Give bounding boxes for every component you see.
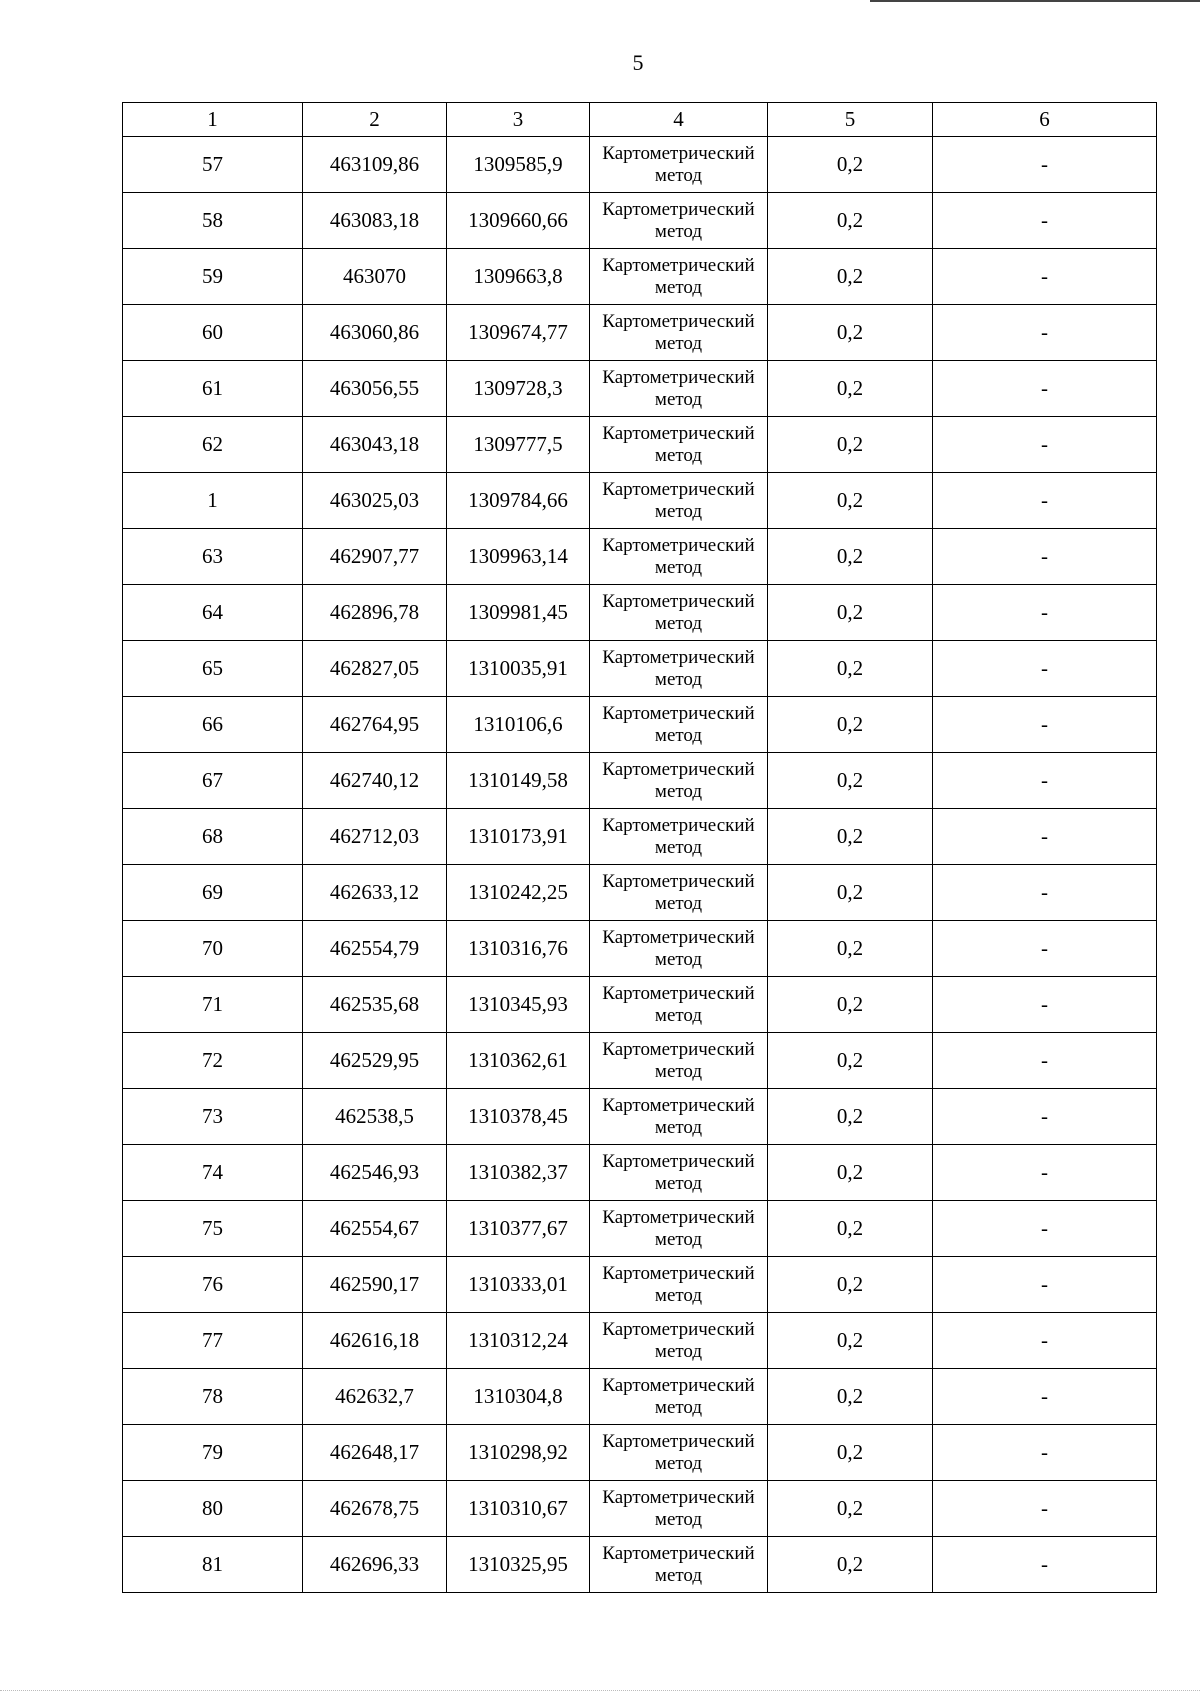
x-coordinate-cell: 462696,33	[303, 1537, 447, 1593]
y-coordinate-cell: 1309674,77	[447, 305, 590, 361]
y-coordinate-cell: 1310377,67	[447, 1201, 590, 1257]
point-number-cell: 79	[123, 1425, 303, 1481]
y-coordinate-cell: 1309728,3	[447, 361, 590, 417]
x-coordinate-cell: 462590,17	[303, 1257, 447, 1313]
point-number-cell: 1	[123, 473, 303, 529]
x-coordinate-cell: 462764,95	[303, 697, 447, 753]
point-number-cell: 75	[123, 1201, 303, 1257]
method-cell: Картометрический метод	[590, 809, 768, 865]
y-coordinate-cell: 1309585,9	[447, 137, 590, 193]
x-coordinate-cell: 462648,17	[303, 1425, 447, 1481]
header-col-2: 2	[303, 103, 447, 137]
x-coordinate-cell: 463043,18	[303, 417, 447, 473]
x-coordinate-cell: 462712,03	[303, 809, 447, 865]
table-row	[123, 1425, 1157, 1481]
note-cell: -	[933, 1537, 1157, 1593]
accuracy-cell: 0,2	[768, 1537, 933, 1593]
note-cell: -	[933, 137, 1157, 193]
note-cell: -	[933, 1201, 1157, 1257]
y-coordinate-cell: 1309660,66	[447, 193, 590, 249]
point-number-cell: 80	[123, 1481, 303, 1537]
table-row	[123, 529, 1157, 585]
y-coordinate-cell: 1309981,45	[447, 585, 590, 641]
point-number-cell: 61	[123, 361, 303, 417]
note-cell: -	[933, 921, 1157, 977]
x-coordinate-cell: 462554,79	[303, 921, 447, 977]
method-cell: Картометрический метод	[590, 1537, 768, 1593]
point-number-cell: 71	[123, 977, 303, 1033]
table-row	[123, 753, 1157, 809]
accuracy-cell: 0,2	[768, 529, 933, 585]
point-number-cell: 59	[123, 249, 303, 305]
x-coordinate-cell: 462632,7	[303, 1369, 447, 1425]
table-row	[123, 585, 1157, 641]
header-col-3: 3	[447, 103, 590, 137]
table-row	[123, 1313, 1157, 1369]
page-number: 5	[632, 50, 644, 75]
table-row	[123, 865, 1157, 921]
accuracy-cell: 0,2	[768, 1201, 933, 1257]
note-cell: -	[933, 249, 1157, 305]
y-coordinate-cell: 1310035,91	[447, 641, 590, 697]
table-row	[123, 1033, 1157, 1089]
method-cell: Картометрический метод	[590, 641, 768, 697]
accuracy-cell: 0,2	[768, 1313, 933, 1369]
accuracy-cell: 0,2	[768, 305, 933, 361]
table-row	[123, 921, 1157, 977]
accuracy-cell: 0,2	[768, 753, 933, 809]
table-row	[123, 249, 1157, 305]
accuracy-cell: 0,2	[768, 1089, 933, 1145]
method-cell: Картометрический метод	[590, 1481, 768, 1537]
method-cell: Картометрический метод	[590, 1089, 768, 1145]
note-cell: -	[933, 585, 1157, 641]
x-coordinate-cell: 463060,86	[303, 305, 447, 361]
method-cell: Картометрический метод	[590, 977, 768, 1033]
header-col-1: 1	[123, 103, 303, 137]
note-cell: -	[933, 1089, 1157, 1145]
method-cell: Картометрический метод	[590, 585, 768, 641]
note-cell: -	[933, 1425, 1157, 1481]
note-cell: -	[933, 697, 1157, 753]
x-coordinate-cell: 463056,55	[303, 361, 447, 417]
table-body	[123, 137, 1157, 1593]
y-coordinate-cell: 1310298,92	[447, 1425, 590, 1481]
point-number-cell: 74	[123, 1145, 303, 1201]
x-coordinate-cell: 462827,05	[303, 641, 447, 697]
x-coordinate-cell: 463070	[303, 249, 447, 305]
table-row	[123, 305, 1157, 361]
point-number-cell: 58	[123, 193, 303, 249]
x-coordinate-cell: 463109,86	[303, 137, 447, 193]
accuracy-cell: 0,2	[768, 1145, 933, 1201]
method-cell: Картометрический метод	[590, 865, 768, 921]
point-number-cell: 77	[123, 1313, 303, 1369]
accuracy-cell: 0,2	[768, 417, 933, 473]
table-row	[123, 1201, 1157, 1257]
scan-top-rule	[870, 0, 1200, 2]
y-coordinate-cell: 1309963,14	[447, 529, 590, 585]
table-row	[123, 137, 1157, 193]
accuracy-cell: 0,2	[768, 585, 933, 641]
x-coordinate-cell: 462633,12	[303, 865, 447, 921]
method-cell: Картометрический метод	[590, 1313, 768, 1369]
table-header-row	[123, 103, 1157, 137]
y-coordinate-cell: 1310362,61	[447, 1033, 590, 1089]
y-coordinate-cell: 1310173,91	[447, 809, 590, 865]
header-col-4: 4	[590, 103, 768, 137]
accuracy-cell: 0,2	[768, 249, 933, 305]
table-row	[123, 417, 1157, 473]
point-number-cell: 68	[123, 809, 303, 865]
x-coordinate-cell: 462554,67	[303, 1201, 447, 1257]
point-number-cell: 73	[123, 1089, 303, 1145]
point-number-cell: 78	[123, 1369, 303, 1425]
table-row	[123, 473, 1157, 529]
y-coordinate-cell: 1310106,6	[447, 697, 590, 753]
coordinates-table	[122, 102, 1157, 1593]
accuracy-cell: 0,2	[768, 977, 933, 1033]
y-coordinate-cell: 1310312,24	[447, 1313, 590, 1369]
x-coordinate-cell: 462678,75	[303, 1481, 447, 1537]
x-coordinate-cell: 462907,77	[303, 529, 447, 585]
accuracy-cell: 0,2	[768, 641, 933, 697]
x-coordinate-cell: 462535,68	[303, 977, 447, 1033]
accuracy-cell: 0,2	[768, 1033, 933, 1089]
note-cell: -	[933, 417, 1157, 473]
point-number-cell: 60	[123, 305, 303, 361]
y-coordinate-cell: 1310382,37	[447, 1145, 590, 1201]
scan-bottom-noise	[0, 1690, 1200, 1694]
x-coordinate-cell: 462616,18	[303, 1313, 447, 1369]
table-row	[123, 1537, 1157, 1593]
note-cell: -	[933, 473, 1157, 529]
accuracy-cell: 0,2	[768, 1369, 933, 1425]
point-number-cell: 66	[123, 697, 303, 753]
method-cell: Картометрический метод	[590, 1033, 768, 1089]
x-coordinate-cell: 462529,95	[303, 1033, 447, 1089]
method-cell: Картометрический метод	[590, 753, 768, 809]
y-coordinate-cell: 1309784,66	[447, 473, 590, 529]
method-cell: Картометрический метод	[590, 473, 768, 529]
header-col-6: 6	[933, 103, 1157, 137]
method-cell: Картометрический метод	[590, 1369, 768, 1425]
note-cell: -	[933, 809, 1157, 865]
y-coordinate-cell: 1310333,01	[447, 1257, 590, 1313]
method-cell: Картометрический метод	[590, 193, 768, 249]
table-row	[123, 193, 1157, 249]
method-cell: Картометрический метод	[590, 1425, 768, 1481]
note-cell: -	[933, 1145, 1157, 1201]
point-number-cell: 69	[123, 865, 303, 921]
point-number-cell: 63	[123, 529, 303, 585]
table-row	[123, 977, 1157, 1033]
x-coordinate-cell: 462896,78	[303, 585, 447, 641]
method-cell: Картометрический метод	[590, 1145, 768, 1201]
note-cell: -	[933, 1033, 1157, 1089]
y-coordinate-cell: 1310345,93	[447, 977, 590, 1033]
table-row	[123, 361, 1157, 417]
y-coordinate-cell: 1310310,67	[447, 1481, 590, 1537]
point-number-cell: 65	[123, 641, 303, 697]
point-number-cell: 62	[123, 417, 303, 473]
note-cell: -	[933, 641, 1157, 697]
x-coordinate-cell: 463025,03	[303, 473, 447, 529]
note-cell: -	[933, 977, 1157, 1033]
point-number-cell: 57	[123, 137, 303, 193]
table-row	[123, 1089, 1157, 1145]
point-number-cell: 70	[123, 921, 303, 977]
y-coordinate-cell: 1310242,25	[447, 865, 590, 921]
method-cell: Картометрический метод	[590, 1201, 768, 1257]
y-coordinate-cell: 1309663,8	[447, 249, 590, 305]
note-cell: -	[933, 1369, 1157, 1425]
method-cell: Картометрический метод	[590, 697, 768, 753]
y-coordinate-cell: 1310378,45	[447, 1089, 590, 1145]
method-cell: Картометрический метод	[590, 921, 768, 977]
method-cell: Картометрический метод	[590, 1257, 768, 1313]
note-cell: -	[933, 305, 1157, 361]
note-cell: -	[933, 865, 1157, 921]
accuracy-cell: 0,2	[768, 697, 933, 753]
method-cell: Картометрический метод	[590, 249, 768, 305]
x-coordinate-cell: 463083,18	[303, 193, 447, 249]
method-cell: Картометрический метод	[590, 361, 768, 417]
y-coordinate-cell: 1309777,5	[447, 417, 590, 473]
point-number-cell: 64	[123, 585, 303, 641]
accuracy-cell: 0,2	[768, 137, 933, 193]
table-row	[123, 1257, 1157, 1313]
accuracy-cell: 0,2	[768, 921, 933, 977]
table-row	[123, 1369, 1157, 1425]
table-row	[123, 1481, 1157, 1537]
note-cell: -	[933, 1481, 1157, 1537]
note-cell: -	[933, 1257, 1157, 1313]
table-row	[123, 697, 1157, 753]
y-coordinate-cell: 1310304,8	[447, 1369, 590, 1425]
method-cell: Картометрический метод	[590, 305, 768, 361]
table-row	[123, 1145, 1157, 1201]
y-coordinate-cell: 1310149,58	[447, 753, 590, 809]
point-number-cell: 76	[123, 1257, 303, 1313]
accuracy-cell: 0,2	[768, 473, 933, 529]
note-cell: -	[933, 361, 1157, 417]
x-coordinate-cell: 462538,5	[303, 1089, 447, 1145]
note-cell: -	[933, 529, 1157, 585]
y-coordinate-cell: 1310316,76	[447, 921, 590, 977]
table-row	[123, 641, 1157, 697]
note-cell: -	[933, 193, 1157, 249]
method-cell: Картометрический метод	[590, 529, 768, 585]
method-cell: Картометрический метод	[590, 137, 768, 193]
point-number-cell: 81	[123, 1537, 303, 1593]
header-col-5: 5	[768, 103, 933, 137]
accuracy-cell: 0,2	[768, 193, 933, 249]
accuracy-cell: 0,2	[768, 1257, 933, 1313]
note-cell: -	[933, 1313, 1157, 1369]
accuracy-cell: 0,2	[768, 865, 933, 921]
accuracy-cell: 0,2	[768, 809, 933, 865]
x-coordinate-cell: 462740,12	[303, 753, 447, 809]
accuracy-cell: 0,2	[768, 1425, 933, 1481]
accuracy-cell: 0,2	[768, 1481, 933, 1537]
accuracy-cell: 0,2	[768, 361, 933, 417]
y-coordinate-cell: 1310325,95	[447, 1537, 590, 1593]
x-coordinate-cell: 462546,93	[303, 1145, 447, 1201]
point-number-cell: 67	[123, 753, 303, 809]
note-cell: -	[933, 753, 1157, 809]
table-row	[123, 809, 1157, 865]
method-cell: Картометрический метод	[590, 417, 768, 473]
point-number-cell: 72	[123, 1033, 303, 1089]
